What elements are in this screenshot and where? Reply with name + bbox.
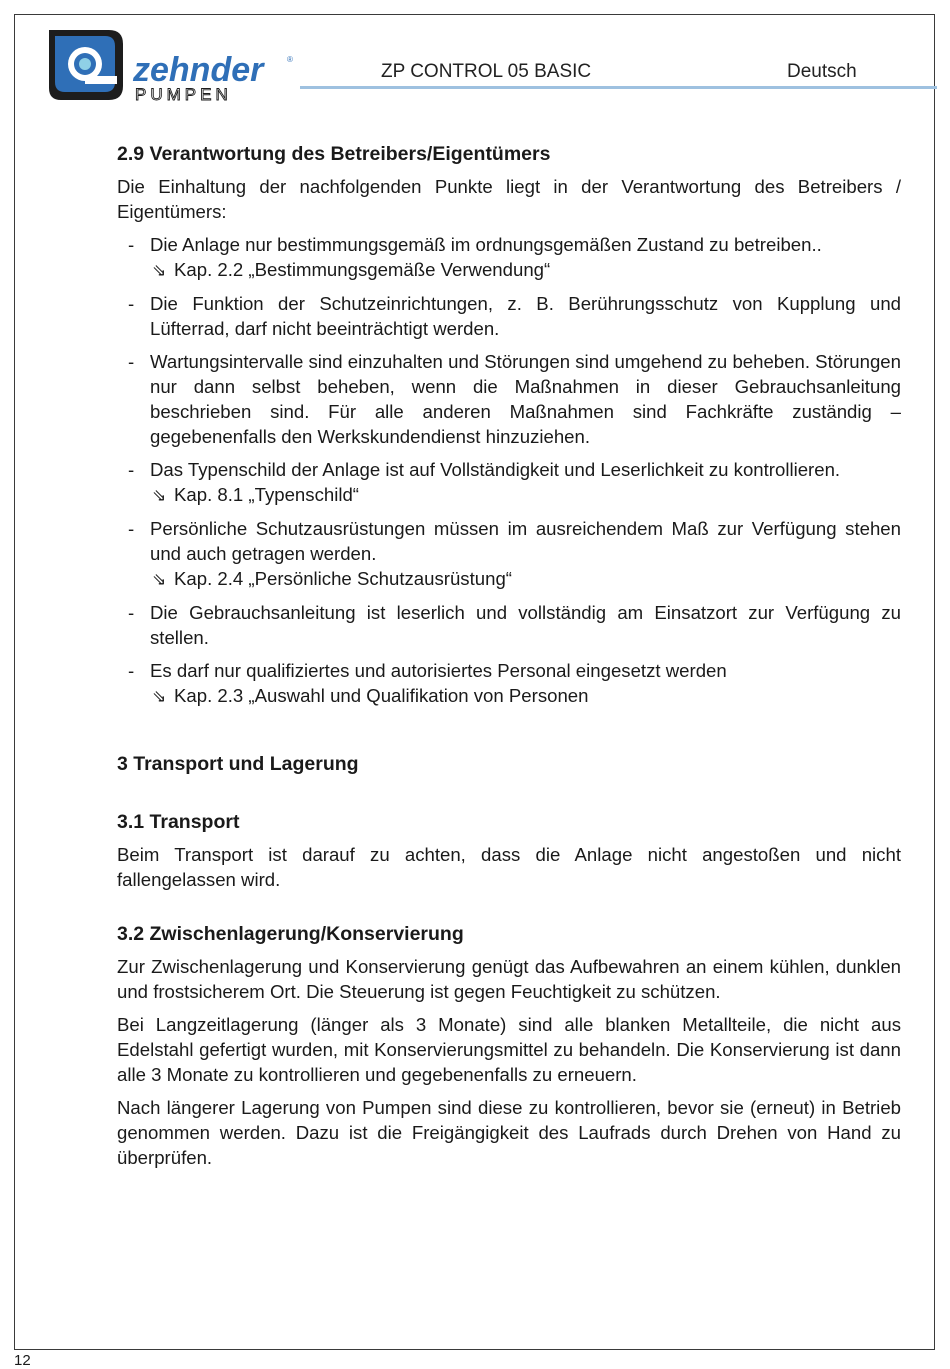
list-item (117, 658, 901, 709)
section-heading-2-9: 2.9 Verantwortung des Betreibers/Eigentümers (117, 143, 551, 165)
list-item-text: Das Typenschild der Anlage ist auf Vollständigkeit und Leserlichkeit zu kontrollieren. (150, 459, 841, 480)
language-label: Deutsch (787, 61, 857, 82)
list-item (117, 600, 901, 650)
list-item-text: Die Anlage nur bestimmungsgemäß im ordnungsgemäßen Zustand zu betreiben.. (150, 234, 822, 255)
header-rule (300, 86, 937, 89)
list-item (117, 457, 901, 508)
chapter-heading-3: 3 Transport und Lagerung (117, 753, 359, 775)
cross-reference (150, 482, 901, 508)
transport-paragraph: Beim Transport ist darauf zu achten, dass die Anlage nicht angestoßen und nicht fallengelassen wird. (117, 844, 901, 890)
reference-arrow-icon: ⇘ (152, 486, 167, 505)
page-content (117, 142, 901, 1178)
list-item-text: Persönliche Schutzausrüstungen müssen im ausreichendem Maß zur Verfügung stehen und auch getragen werden. (150, 518, 901, 564)
reference-text: Kap. 2.4 „Persönliche Schutzausrüstung“ (174, 568, 512, 589)
list-item (117, 232, 901, 283)
bullet-dash: - (128, 660, 135, 681)
reference-text: Kap. 2.3 „Auswahl und Qualifikation von Personen (174, 685, 589, 706)
svg-text:®: ® (287, 55, 293, 64)
bullet-dash: - (128, 602, 135, 623)
cross-reference (150, 257, 901, 283)
cross-reference (150, 683, 901, 709)
list-item (117, 516, 901, 592)
list-item-text: Die Gebrauchsanleitung ist leserlich und vollständig am Einsatzort zur Verfügung zu stellen. (150, 602, 901, 648)
page-number: 12 (14, 1352, 31, 1369)
document-title: ZP CONTROL 05 BASIC (381, 61, 592, 82)
responsibility-list (117, 232, 901, 709)
section-heading-3-2: 3.2 Zwischenlagerung/Konservierung (117, 923, 464, 945)
list-item (117, 291, 901, 341)
cross-reference (150, 566, 901, 592)
section-heading-3-1: 3.1 Transport (117, 811, 240, 833)
svg-text:PUMPEN: PUMPEN (135, 85, 232, 104)
storage-paragraph: Zur Zwischenlagerung und Konservierung genügt das Aufbewahren an einem kühlen, dunklen und frostsicherem Ort. Die Steuerung ist gegen Feuchtigkeit zu schützen. (117, 956, 901, 1002)
svg-text:zehnder: zehnder (133, 51, 264, 89)
section-intro: Die Einhaltung der nachfolgenden Punkte liegt in der Verantwortung des Betreibers / Eigentümers: (117, 176, 901, 222)
list-item-text: Wartungsintervalle sind einzuhalten und Störungen sind umgehend zu beheben. Störungen nur dann selbst beheben, wenn die Maßnahmen in dieser Gebrauchsanleitung beschrieben sind. Für alle anderen Maßnahmen sind Fachkräfte zuständig – gegebenenfalls den Werkskundendienst hinzuziehen. (150, 351, 901, 447)
storage-paragraph: Bei Langzeitlagerung (länger als 3 Monate) sind alle blanken Metallteile, die nicht aus Edelstahl gefertigt wurden, mit Konservierungsmittel zu behandeln. Die Konservierung ist dann alle 3 Monate zu kontrollieren und gegebenenfalls zu erneuern. (117, 1014, 901, 1085)
reference-arrow-icon: ⇘ (152, 570, 167, 589)
bullet-dash: - (128, 351, 135, 372)
storage-paragraph: Nach längerer Lagerung von Pumpen sind diese zu kontrollieren, bevor sie (erneut) in Betrieb genommen werden. Dazu ist die Freigängigkeit des Laufrads durch Drehen von Hand zu überprüfen. (117, 1097, 901, 1168)
zehnder-pumpen-logo (47, 26, 302, 104)
bullet-dash: - (128, 293, 135, 314)
bullet-dash: - (128, 234, 135, 255)
list-item-text: Die Funktion der Schutzeinrichtungen, z. B. Berührungsschutz von Kupplung und Lüfterrad, darf nicht beeinträchtigt werden. (150, 293, 901, 339)
reference-arrow-icon: ⇘ (152, 261, 167, 280)
reference-text: Kap. 8.1 „Typenschild“ (174, 484, 360, 505)
list-item (117, 349, 901, 449)
bullet-dash: - (128, 459, 135, 480)
reference-text: Kap. 2.2 „Bestimmungsgemäße Verwendung“ (174, 259, 551, 280)
bullet-dash: - (128, 518, 135, 539)
list-item-text: Es darf nur qualifiziertes und autorisiertes Personal eingesetzt werden (150, 660, 727, 681)
reference-arrow-icon: ⇘ (152, 687, 167, 706)
